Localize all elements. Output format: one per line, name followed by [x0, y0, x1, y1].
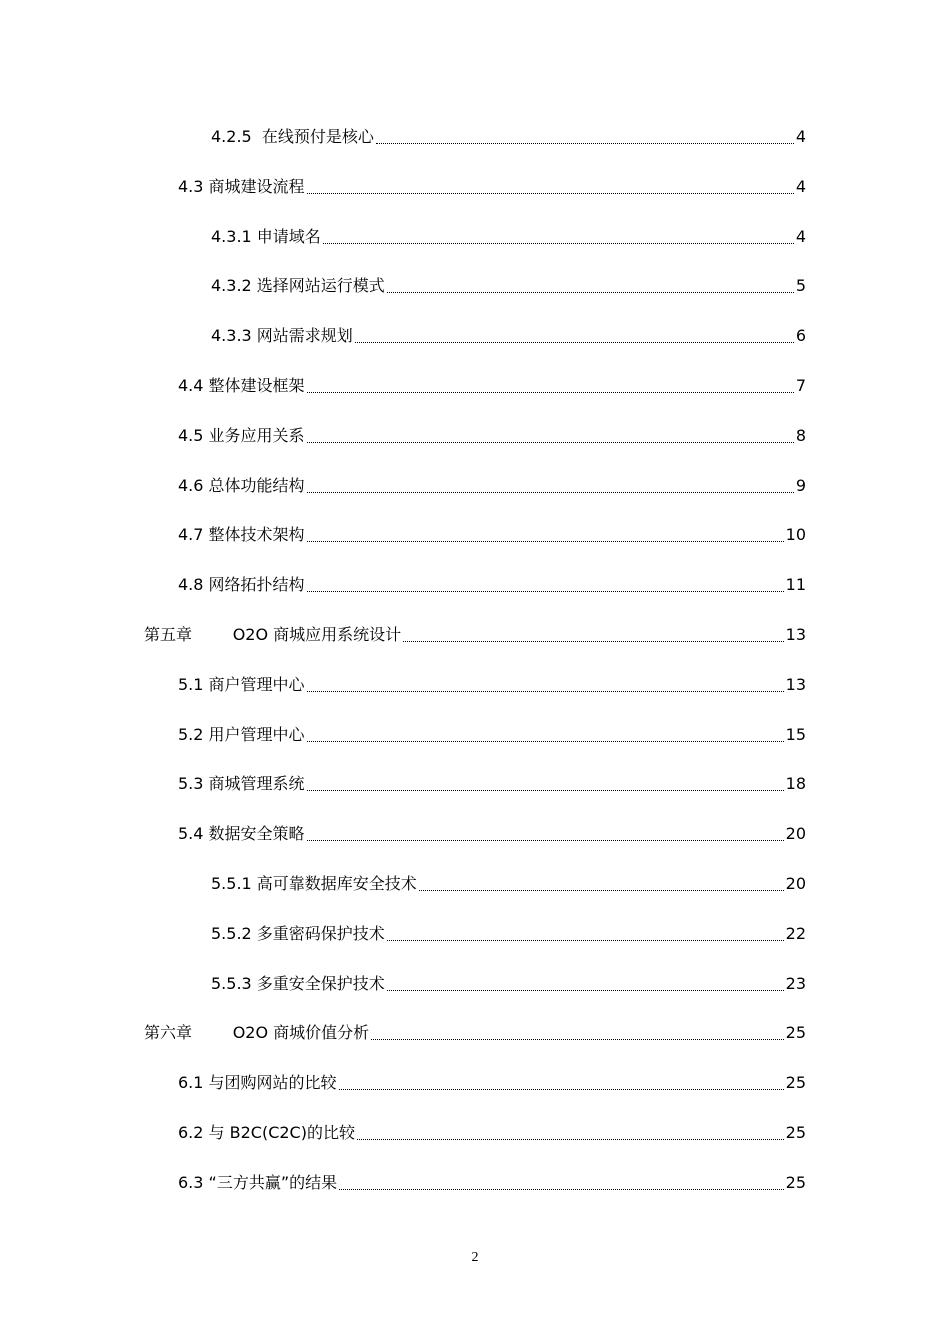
toc-entry[interactable] [178, 1158, 806, 1208]
toc-dot-leader [307, 378, 794, 393]
toc-entry-title: 5.3 商城管理系统 [178, 774, 305, 794]
toc-entry[interactable] [211, 212, 806, 262]
toc-entry[interactable] [178, 510, 806, 560]
toc-entry-page: 10 [785, 525, 806, 545]
toc-dot-leader [403, 627, 783, 642]
toc-entry[interactable] [178, 809, 806, 859]
toc-dot-leader [307, 428, 794, 443]
toc-entry[interactable] [178, 1058, 806, 1108]
toc-dot-leader [387, 926, 784, 941]
toc-dot-leader [307, 179, 794, 194]
toc-entry[interactable] [178, 710, 806, 760]
toc-entry-page: 22 [785, 923, 806, 943]
toc-dot-leader [371, 1025, 783, 1040]
toc-entry-page: 4 [795, 176, 806, 196]
toc-entry-title: 4.5 业务应用关系 [178, 425, 305, 445]
toc-entry-title: 4.3 商城建设流程 [178, 176, 305, 196]
toc-entry-title: 第五章 O2O 商城应用系统设计 [144, 625, 402, 644]
toc-entry-page: 4 [795, 226, 806, 246]
toc-entry-page: 8 [795, 425, 806, 445]
toc-entry-page: 9 [795, 475, 806, 495]
toc-entry-title: 5.2 用户管理中心 [178, 724, 305, 744]
toc-dot-leader [387, 976, 784, 991]
toc-entry-page: 20 [785, 824, 806, 844]
toc-dot-leader [307, 577, 784, 592]
toc-dot-leader [387, 278, 794, 293]
toc-entry-page: 18 [785, 774, 806, 794]
toc-entry-title: 4.3.1 申请域名 [211, 226, 321, 246]
toc-dot-leader [339, 1075, 784, 1090]
toc-entry[interactable] [178, 361, 806, 411]
toc-entry-title: 4.8 网络拓扑结构 [178, 575, 305, 595]
toc-entry-page: 25 [785, 1023, 806, 1043]
toc-dot-leader [376, 129, 794, 144]
toc-entry[interactable] [178, 759, 806, 809]
toc-entry[interactable] [178, 461, 806, 511]
toc-dot-leader [307, 677, 784, 692]
toc-dot-leader [419, 876, 784, 891]
toc-entry-page: 20 [785, 874, 806, 893]
toc-entry-title: 5.5.1 高可靠数据库安全技术 [211, 874, 417, 893]
toc-entry-title: 6.2 与 B2C(C2C)的比较 [178, 1123, 355, 1142]
toc-entry[interactable] [178, 1108, 806, 1158]
toc-entry[interactable] [211, 311, 806, 361]
toc-entry-title: 6.1 与团购网站的比较 [178, 1073, 337, 1093]
toc-entry-page: 25 [785, 1073, 806, 1093]
toc-entry[interactable] [144, 610, 806, 660]
toc-dot-leader [307, 776, 784, 791]
toc-entry-page: 13 [785, 625, 806, 644]
toc-dot-leader [339, 1175, 784, 1190]
toc-entry-title: 5.5.2 多重密码保护技术 [211, 923, 385, 943]
toc-entry-page: 23 [785, 973, 806, 993]
toc-entry-page: 25 [785, 1172, 806, 1192]
toc-entry-title: 第六章 O2O 商城价值分析 [144, 1023, 370, 1043]
toc-dot-leader [323, 229, 794, 244]
toc-entry-title: 4.3.3 网站需求规划 [211, 326, 353, 346]
toc-entry-page: 13 [785, 674, 806, 694]
toc-entry-page: 5 [795, 276, 806, 296]
toc-dot-leader [307, 527, 784, 542]
toc-dot-leader [307, 727, 784, 742]
toc-dot-leader [307, 478, 794, 493]
toc-entry[interactable] [211, 112, 806, 162]
toc-entry-title: 4.2.5 在线预付是核心 [211, 127, 374, 146]
toc-entry-title: 4.7 整体技术架构 [178, 525, 305, 545]
toc-entry[interactable] [178, 411, 806, 461]
toc-dot-leader [307, 826, 784, 841]
toc-entry-title: 4.6 总体功能结构 [178, 475, 305, 495]
toc-entry-page: 4 [795, 127, 806, 146]
toc-entry[interactable] [211, 859, 806, 909]
toc-entry[interactable] [178, 560, 806, 610]
toc-entry-title: 4.3.2 选择网站运行模式 [211, 276, 385, 296]
toc-entry-page: 7 [795, 376, 806, 395]
toc-entry-title: 5.1 商户管理中心 [178, 674, 305, 694]
toc-entry-page: 11 [785, 575, 806, 595]
toc-entry-title: 5.4 数据安全策略 [178, 824, 305, 844]
toc-entry[interactable] [178, 660, 806, 710]
toc-entry[interactable] [144, 1008, 806, 1058]
toc-entry[interactable] [211, 261, 806, 311]
toc-entry-page: 6 [795, 326, 806, 346]
toc-entry-title: 6.3 “三方共赢”的结果 [178, 1172, 338, 1192]
toc-entry-title: 5.5.3 多重安全保护技术 [211, 973, 385, 993]
toc-dot-leader [355, 328, 794, 343]
toc-entry-page: 25 [785, 1123, 806, 1142]
page-number: 2 [471, 1250, 479, 1265]
toc-entry[interactable] [211, 959, 806, 1009]
toc-dot-leader [357, 1125, 784, 1140]
toc-entry[interactable] [211, 909, 806, 959]
toc-entry-title: 4.4 整体建设框架 [178, 376, 305, 395]
toc-entry-page: 15 [785, 724, 806, 744]
toc-entry[interactable] [178, 162, 806, 212]
